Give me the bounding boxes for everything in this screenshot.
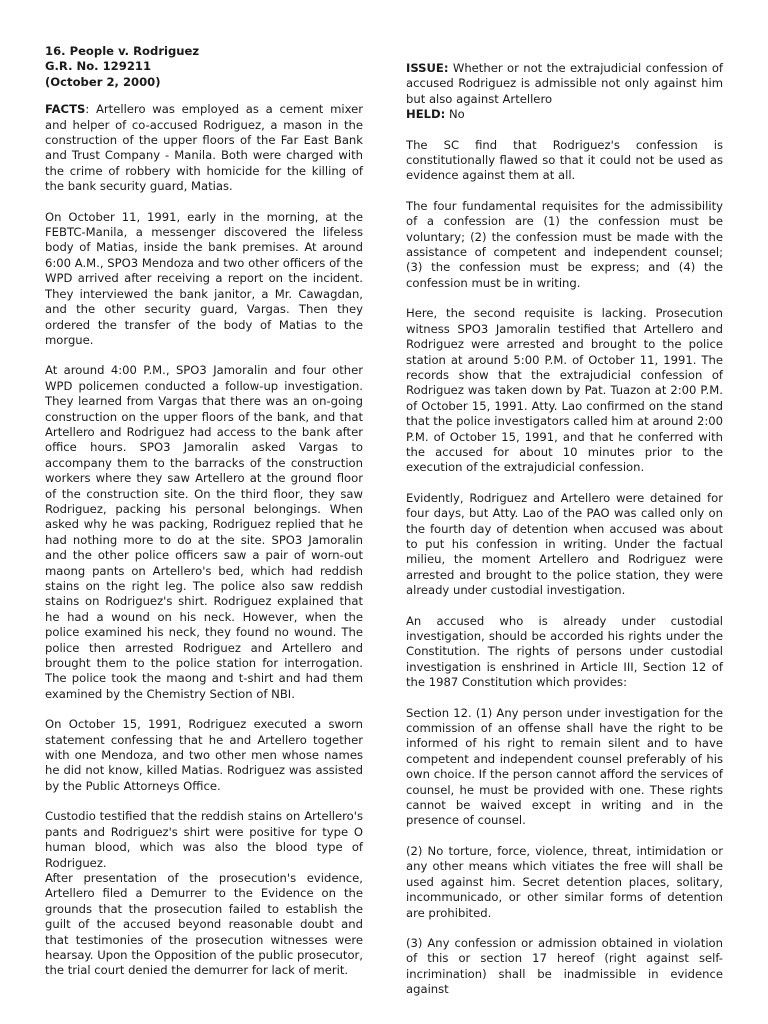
facts-intro-text: : Artellero was employed as a cement mixer and helper of co-accused Rodriguez, a mason in the construction of the upper floors of the Far East Bank and Trust Company - Manila. Both were charged with the crime of robbery with homicide for the killing of the bank security guard, Matias. [45, 102, 363, 194]
issue-paragraph [406, 61, 723, 107]
held-text: No [445, 107, 465, 122]
held-label: HELD: [406, 107, 446, 122]
constitution-section-paragraph: (2) No torture, force, violence, threat, intimidation or any other means which vitiates the free will shall be used against him. Secret detention places, solitary, incommunicado, or other similar forms of detention are prohibited. [406, 843, 723, 920]
analysis-paragraph: An accused who is already under custodial investigation, should be accorded his rights under the Constitution. The rights of persons under custodial investigation is enshrined in Article III, Section 12 of the 1987 Constitution which provides: [406, 613, 723, 690]
facts-paragraph: At around 4:00 P.M., SPO3 Jamoralin and four other WPD policemen conducted a follow-up investigation. They learned from Vargas that there was an on-going construction on the upper floors of the bank, and that Artellero and Rodriguez had access to the bank after office hours. SPO3 Jamoralin asked Vargas to accompany them to the barracks of the construction workers where they saw Artellero at the ground floor of the construction site. On the third floor, they saw Rodriguez, packing his personal belongings. When asked why he was packing, Rodriguez replied that he had nothing more to do at the site. SPO3 Jamoralin and the other police officers saw a pair of worn-out maong pants on Artellero's bed, which had reddish stains on the right leg. The police also saw reddish stains on Rodriguez's shirt. Rodriguez explained that he had a wound on his neck. However, when the police examined his neck, they found no wound. The police then arrested Rodriguez and Artellero and brought them to the police station for interrogation. The police took the maong and t-shirt and had them examined by the Chemistry Section of NBI. [45, 363, 363, 701]
issue-text: Whether or not the extrajudicial confession of accused Rodriguez is admissible not only against him but also against Artellero [406, 61, 723, 106]
case-date: (October 2, 2000) [45, 74, 161, 89]
requisites-paragraph: The four fundamental requisites for the admissibility of a confession are (1) the confession must be voluntary; (2) the confession must be made with the assistance of competent and independent counsel; (3) the confession must be express; and (4) the confession must be in writing. [406, 198, 723, 290]
right-column [406, 0, 723, 998]
left-column [45, 0, 363, 979]
demurrer-paragraph: After presentation of the prosecution's evidence, Artellero filed a Demurrer to the Evidence on the grounds that the prosecution failed to establish the guilt of the accused beyond reasonable doubt and that testimonies of the prosecution witnesses were hearsay. Upon the Opposition of the public prosecutor, the trial court denied the demurrer for lack of merit. [45, 870, 363, 978]
constitution-section-paragraph: Section 12. (1) Any person under investigation for the commission of an offense shall have the right to be informed of his right to remain silent and to have competent and independent counsel preferably of his own choice. If the person cannot afford the services of counsel, he must be provided with one. These rights cannot be waived except in writing and in the presence of counsel. [406, 705, 723, 828]
facts-paragraph: On October 15, 1991, Rodriguez executed a sworn statement confessing that he and Artellero together with one Mendoza, and two other men whose names he did not know, killed Matias. Rodriguez was assisted by the Public Attorneys Office. [45, 717, 363, 793]
constitution-section-paragraph: (3) Any confession or admission obtained in violation of this or section 17 hereof (right against self-incrimination) shall be inadmissible in evidence against [406, 935, 723, 997]
issue-label: ISSUE: [406, 61, 449, 75]
held-ruling-paragraph: The SC find that Rodriguez's confession is constitutionally flawed so that it could not be used as evidence against them at all. [406, 137, 723, 183]
facts-label: FACTS [45, 102, 86, 117]
custodio-testimony-paragraph: Custodio testified that the reddish stains on Artellero's pants and Rodriguez's shirt were positive for type O human blood, which was also the blood type of Rodriguez. [45, 809, 363, 870]
facts-paragraph: On October 11, 1991, early in the morning, at the FEBTC-Manila, a messenger discovered the lifeless body of Matias, inside the bank premises. At around 6:00 A.M., SPO3 Mendoza and two other officers of the WPD arrived after receiving a report on the incident. They interviewed the bank janitor, a Mr. Cawagdan, and the other security guard, Vargas. Then they ordered the transfer of the body of Matias to the morgue. [45, 209, 363, 347]
case-gr-number: G.R. No. 129211 [45, 59, 152, 74]
analysis-paragraph: Evidently, Rodriguez and Artellero were detained for four days, but Atty. Lao of the PAO was called only on the fourth day of detention when accused was about to put his confession in writing. Under the factual milieu, the moment Artellero and Rodriguez were arrested and brought to the police station, they were already under custodial investigation. [406, 490, 723, 598]
facts-intro-paragraph [45, 102, 363, 194]
case-title: 16. People v. Rodriguez [45, 44, 200, 58]
analysis-paragraph: Here, the second requisite is lacking. Prosecution witness SPO3 Jamoralin testified that Artellero and Rodriguez were arrested and brought to the police station at around 5:00 P.M. of October 11, 1991. The records show that the extrajudicial confession of Rodriguez was taken down by Pat. Tuazon at 2:00 P.M. of October 15, 1991. Atty. Lao confirmed on the stand that the police investigators called him at around 2:00 P.M. of October 15, 1991, and that he conferred with the accused for about 10 minutes prior to the execution of the extrajudicial confession. [406, 306, 723, 475]
held-paragraph [406, 107, 723, 122]
